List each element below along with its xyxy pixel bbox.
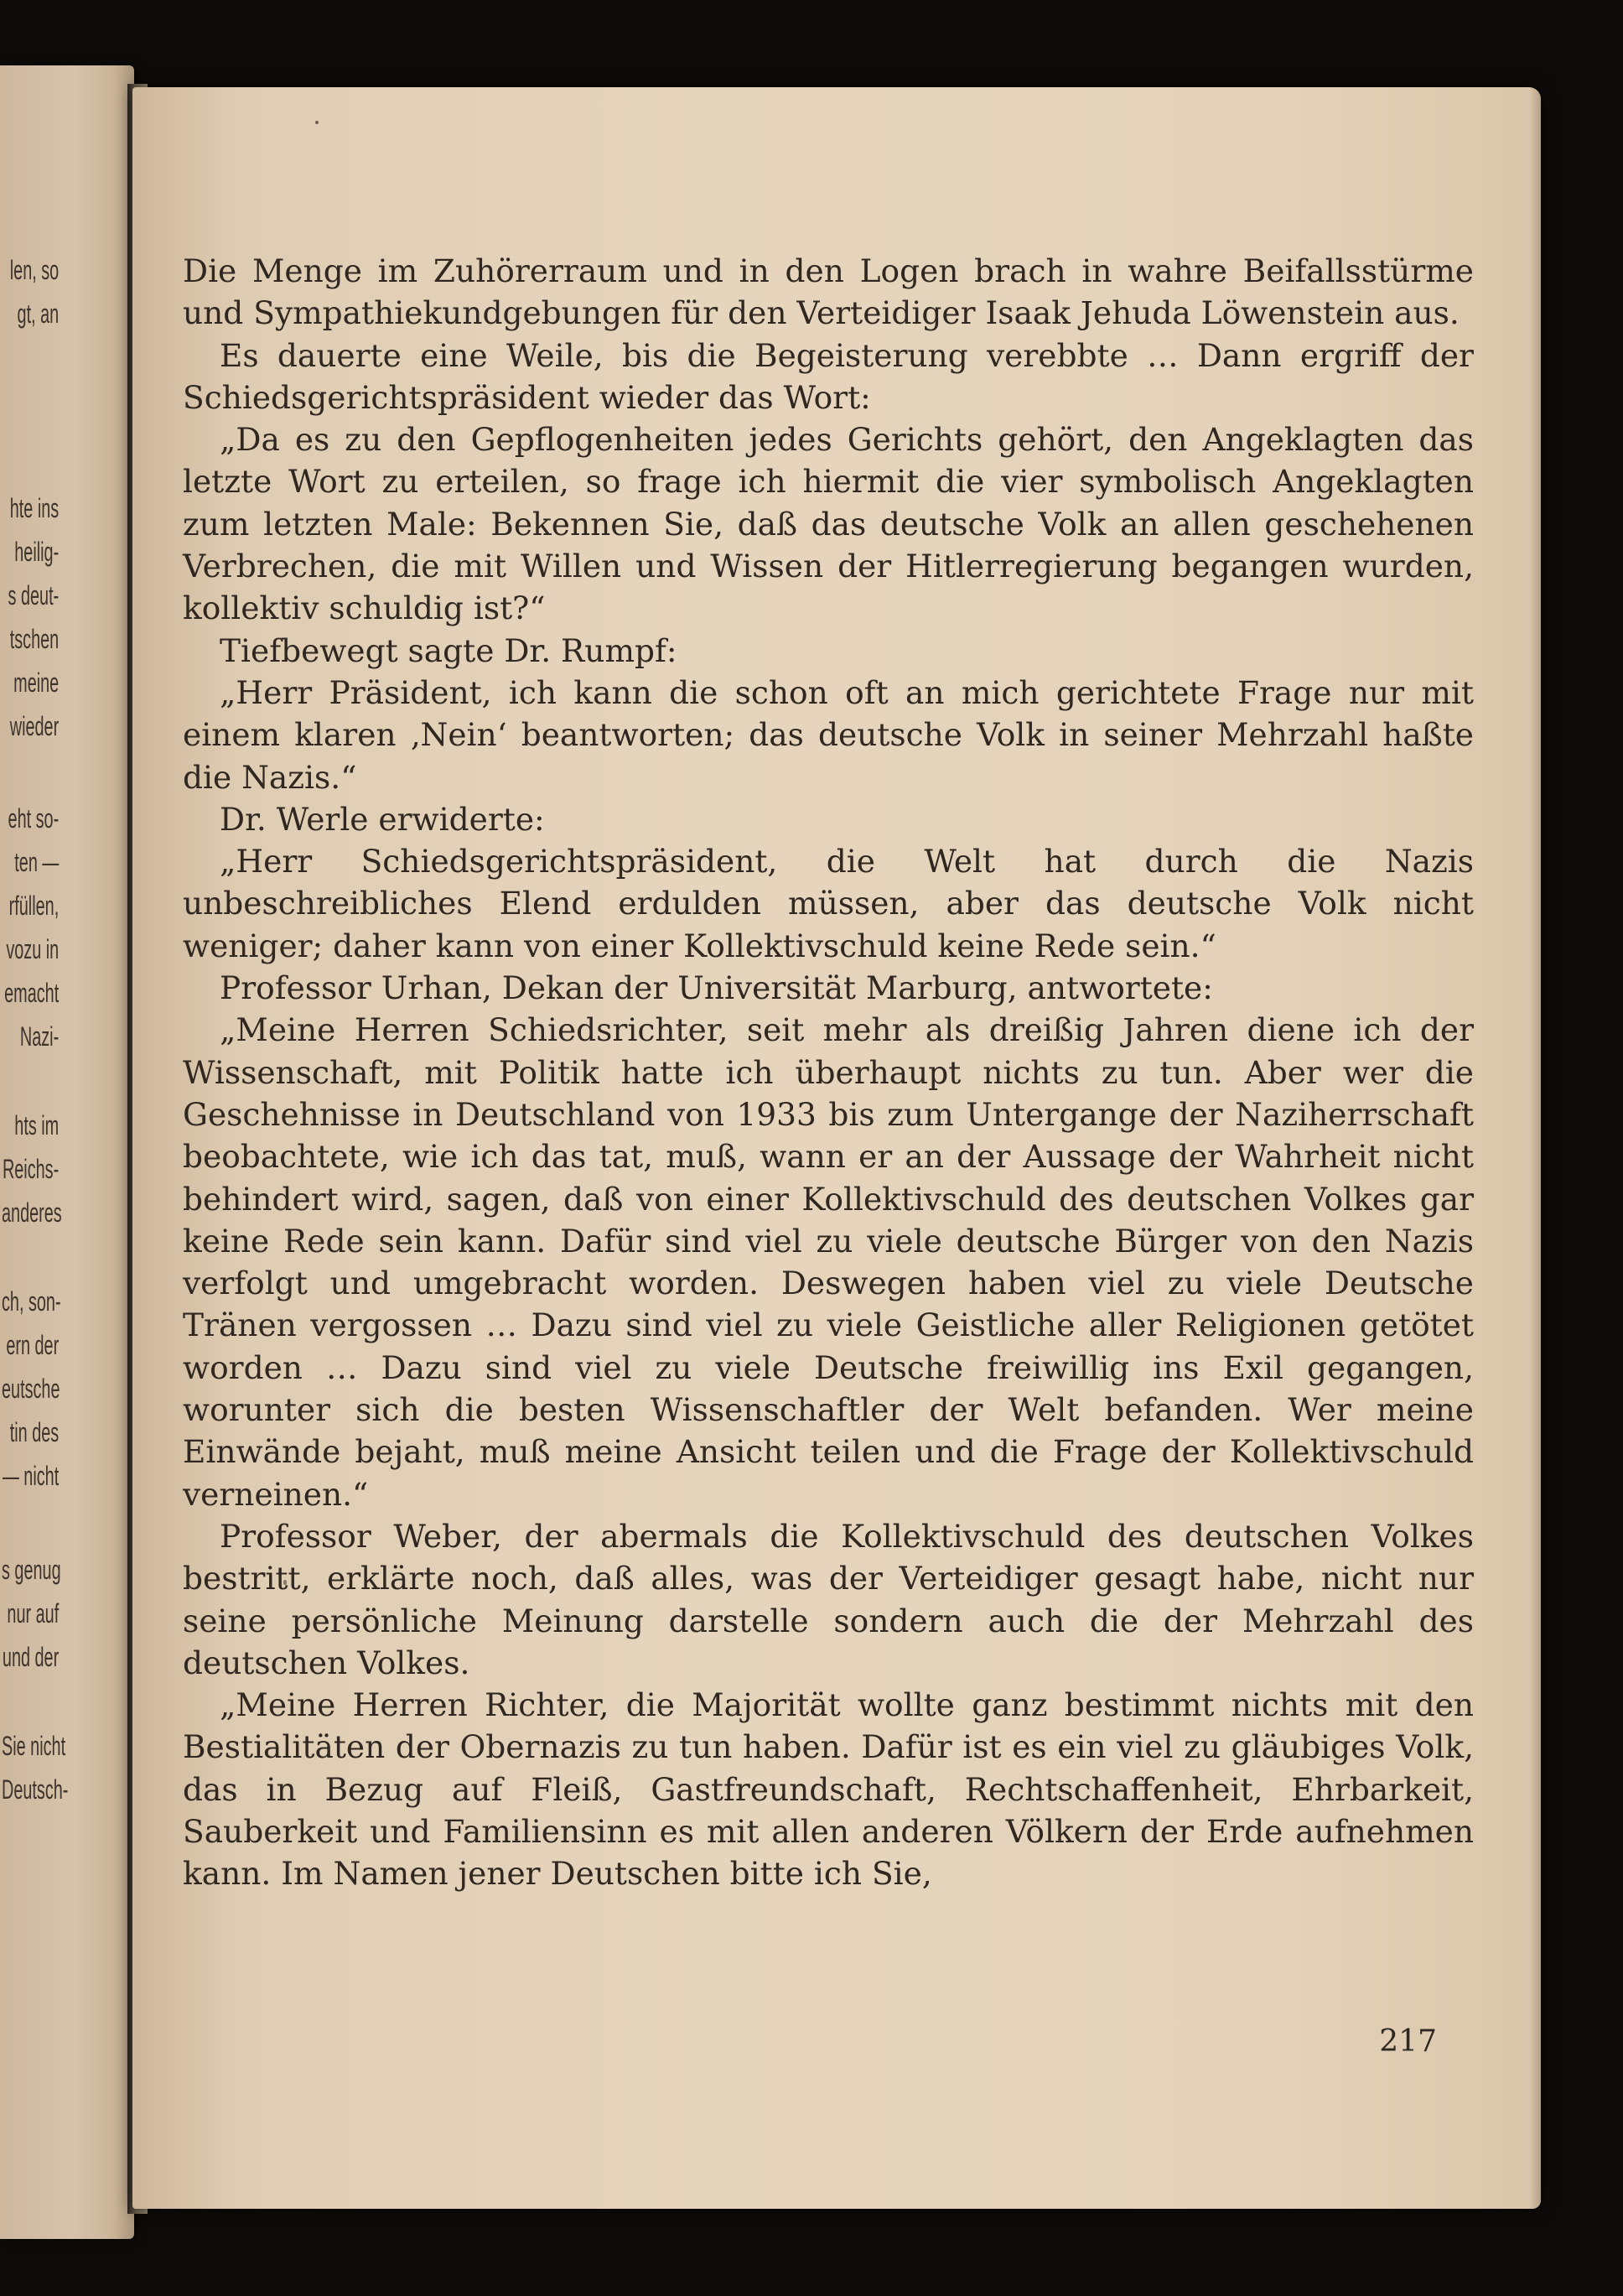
left-page-fragment: meine xyxy=(13,668,60,698)
left-page-fragment: s genug xyxy=(2,1555,61,1585)
left-page-fragment: Sie nicht xyxy=(2,1731,66,1761)
left-page-fragment: hte ins xyxy=(9,493,60,523)
paragraph: „Meine Herren Richter, die Majorität wollte ganz bestimmt nichts mit den Bestialitäten der Obernazis zu tun haben. Dafür ist es ein viel zu gläubiges Volk, das in Bezug auf Fleiß, Gastfreundschaft, Rechtschaffenheit, Ehrbarkeit, Sauberkeit und Familiensinn es mit allen anderen Völkern der Erde aufnehmen kann. Im Namen jener Deutschen bitte ich Sie, xyxy=(183,1686,1474,1893)
book-page xyxy=(132,87,1541,2209)
left-page-fragment: Nazi- xyxy=(19,1021,60,1052)
left-page-fragment: ern der xyxy=(6,1330,60,1360)
paragraph: Die Menge im Zuhörerraum und in den Logen brach in wahre Beifallsstürme und Sympathiekundgebungen für den Verteidiger Isaak Jehuda Löwenstein aus. xyxy=(183,252,1474,332)
left-page-fragment: tin des xyxy=(9,1417,60,1447)
left-page-fragment: heilig- xyxy=(14,537,60,567)
left-page-fragment: Reichs- xyxy=(2,1154,60,1184)
paragraph: „Meine Herren Schiedsrichter, seit mehr als dreißig Jahren diene ich der Wissenschaft, mit Politik hatte ich überhaupt nichts zu tun. Aber wer die Geschehnisse in Deutschland von 1933 bis zum Untergange der Naziherrschaft beobachtete, wie ich das tat, muß, wann er an der Aussage der Wahrheit nicht behindert wird, sagen, daß von einer Kollektivschuld des deutschen Volkes gar keine Rede sein kann. Dafür sind viel zu viele deutsche Bürger von den Nazis verfolgt und umgebracht worden. Deswegen haben viel zu viele Deutsche Tränen vergossen … Dazu sind viel zu viele Geistliche aller Religionen getötet worden … Dazu sind viel zu viele Deutsche freiwillig ins Exil gegangen, worunter sich die besten Wissenschaftler der Welt befanden. Wer meine Einwände bejaht, muß meine Ansicht teilen und die Frage der Kollektivschuld verneinen.“ xyxy=(183,1011,1474,1513)
left-page-fragment: ch, son- xyxy=(2,1286,61,1317)
paragraph: Professor Urhan, Dekan der Universität Marburg, antwortete: xyxy=(220,969,1213,1007)
page-body xyxy=(183,250,1474,1895)
paragraph: Professor Weber, der abermals die Kollektivschuld des deutschen Volkes bestritt, erklärte noch, daß alles, was der Verteidiger gesagt habe, nicht nur seine persönliche Meinung darstelle sondern auch die der Mehrzahl des deutschen Volkes. xyxy=(183,1517,1474,1681)
left-page-fragment: tschen xyxy=(9,624,60,654)
left-page-fragment: wieder xyxy=(9,711,60,741)
left-page-fragment: — nicht xyxy=(2,1461,60,1491)
paper-speck xyxy=(315,121,319,124)
page-number: 217 xyxy=(1379,2024,1437,2059)
left-page-fragment: nur auf xyxy=(7,1598,60,1628)
left-page-fragment: Deutsch- xyxy=(2,1774,69,1805)
paragraph: „Herr Präsident, ich kann die schon oft an mich gerichtete Frage nur mit einem klaren ‚Nein‘ beantworten; das deutsche Volk in seiner Mehrzahl haßte die Nazis.“ xyxy=(183,673,1474,796)
left-page-fragment: vozu in xyxy=(6,934,60,964)
paragraph: „Herr Schiedsgerichtspräsident, die Welt hat durch die Nazis unbeschreibliches Elend erdulden müssen, aber das deutsche Volk nicht weniger; daher kann von einer Kollektivschuld keine Rede sein.“ xyxy=(183,843,1474,964)
left-page-fragment: und der xyxy=(2,1642,60,1672)
left-page-edge xyxy=(0,65,134,2239)
left-page-fragment: s deut- xyxy=(8,580,60,610)
left-page-fragment: gt, an xyxy=(17,299,60,329)
paragraph: Dr. Werle erwiderte: xyxy=(220,800,545,838)
left-page-fragment: len, so xyxy=(9,255,60,285)
paragraph: „Da es zu den Gepflogenheiten jedes Gerichts gehört, den Angeklagten das letzte Wort zu erteilen, so frage ich hiermit die vier symbolisch Angeklagten zum letzten Male: Bekennen Sie, daß das deutsche Volk an allen geschehenen Verbrechen, die mit Willen und Wissen der Hitlerregierung begangen wurden, kollektiv schuldig ist?“ xyxy=(183,421,1474,627)
paragraph: Es dauerte eine Weile, bis die Begeisterung verebbte … Dann ergriff der Schiedsgerichtspräsident wieder das Wort: xyxy=(183,336,1474,416)
left-page-fragment: rfüllen, xyxy=(8,891,60,921)
left-page-fragment: eutsche xyxy=(2,1374,60,1404)
left-page-fragment: hts im xyxy=(14,1110,60,1140)
left-page-fragment: ten — xyxy=(14,847,60,877)
paragraph: Tiefbewegt sagte Dr. Rumpf: xyxy=(220,631,677,669)
left-page-fragment: emacht xyxy=(4,978,60,1008)
left-page-fragment: eht so- xyxy=(8,803,60,834)
left-page-fragment: anderes xyxy=(2,1197,62,1228)
